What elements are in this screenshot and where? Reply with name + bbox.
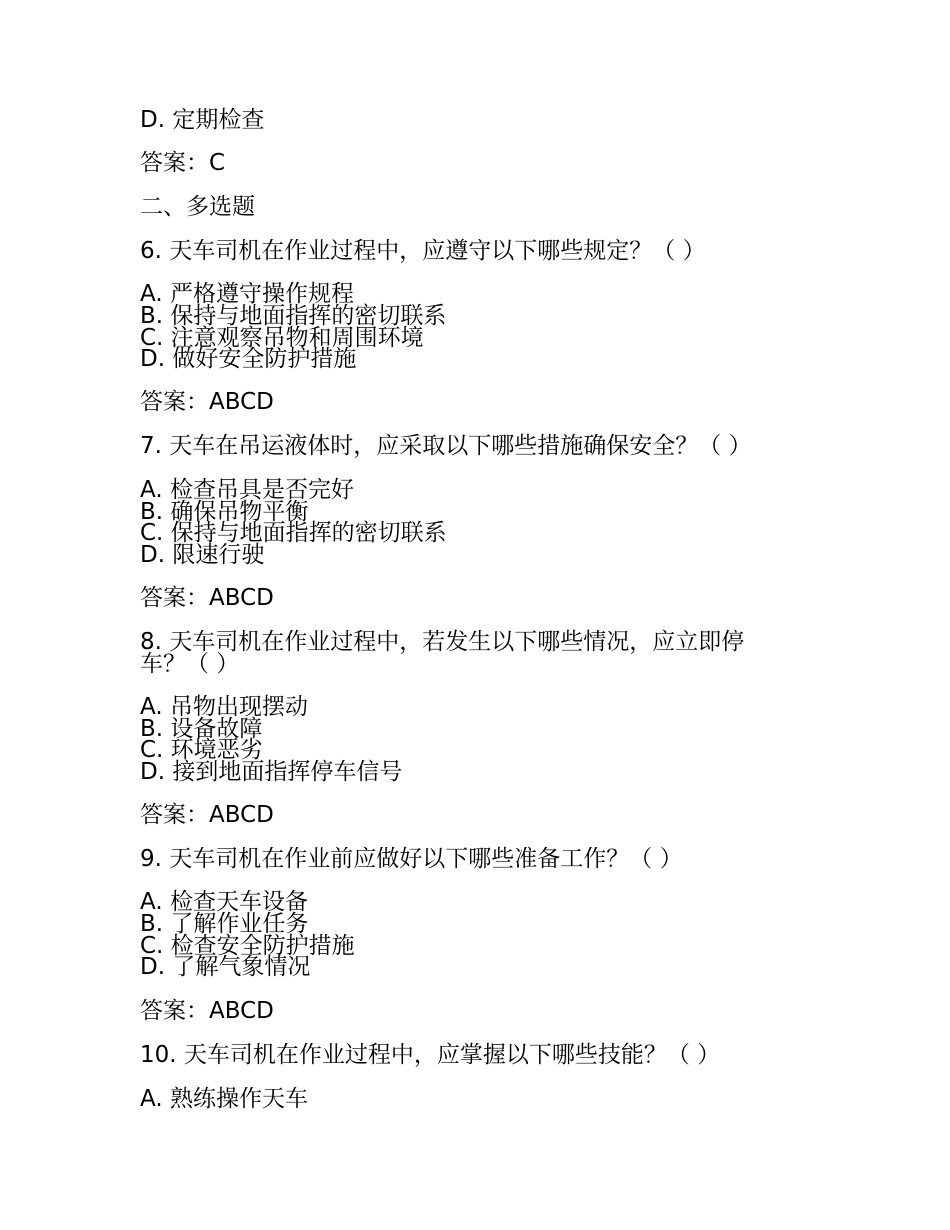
- option-a: A. 严格遵守操作规程: [140, 281, 354, 307]
- section-title: 二、多选题: [140, 194, 255, 220]
- option-d: D. 接到地面指挥停车信号: [140, 759, 403, 785]
- option-b: B. 了解作业任务: [140, 911, 309, 937]
- question-stem: 6. 天车司机在作业过程中，应遵守以下哪些规定？（ ）: [140, 238, 706, 264]
- question-stem: 10. 天车司机在作业过程中，应掌握以下哪些技能？（ ）: [140, 1042, 721, 1068]
- option-a: A. 吊物出现摆动: [140, 694, 308, 720]
- option-d: D. 限速行驶: [140, 542, 265, 568]
- prev-question-answer: 答案：C: [140, 150, 226, 176]
- option-b: B. 确保吊物平衡: [140, 499, 309, 525]
- option-b: B. 设备故障: [140, 716, 263, 742]
- question-stem: 9. 天车司机在作业前应做好以下哪些准备工作？（ ）: [140, 846, 683, 872]
- question-answer: 答案：ABCD: [140, 585, 274, 611]
- question-answer: 答案：ABCD: [140, 802, 274, 828]
- option-a: A. 熟练操作天车: [140, 1086, 308, 1112]
- option-d: D. 了解气象情况: [140, 954, 311, 980]
- question-answer: 答案：ABCD: [140, 389, 274, 415]
- option-d: D. 做好安全防护措施: [140, 346, 357, 372]
- option-c: C. 注意观察吊物和周围环境: [140, 325, 424, 351]
- option-a: A. 检查天车设备: [140, 889, 308, 915]
- question-stem: 7. 天车在吊运液体时，应采取以下哪些措施确保安全？（ ）: [140, 433, 752, 459]
- option-c: C. 保持与地面指挥的密切联系: [140, 520, 447, 546]
- option-b: B. 保持与地面指挥的密切联系: [140, 303, 447, 329]
- option-a: A. 检查吊具是否完好: [140, 477, 354, 503]
- option-c: C. 环境恶劣: [140, 737, 263, 763]
- question-answer: 答案：ABCD: [140, 998, 274, 1024]
- prev-question-option-d: D. 定期检查: [140, 107, 265, 133]
- question-stem-line-1: 8. 天车司机在作业过程中，若发生以下哪些情况，应立即停: [140, 629, 745, 655]
- option-c: C. 检查安全防护措施: [140, 933, 355, 959]
- question-stem-line-2: 车？（ ）: [140, 651, 240, 677]
